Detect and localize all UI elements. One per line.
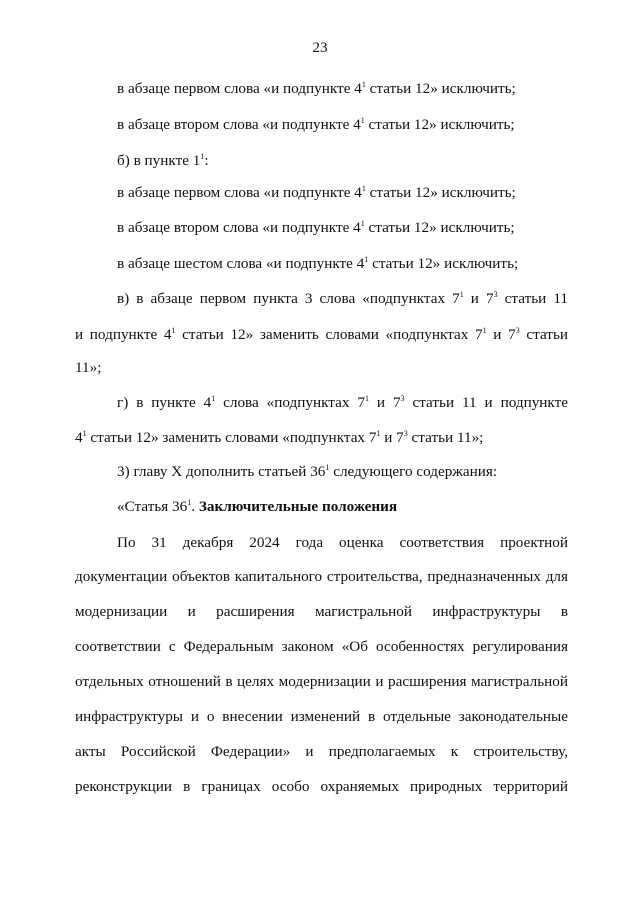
superscript: 1 — [482, 326, 487, 335]
text-run: и подпункте 4 — [75, 326, 172, 343]
text-run: статьи 12» заменить словами «подпунктах 7 — [86, 429, 377, 446]
text-run: «Статья 36 — [117, 498, 188, 515]
text-line — [117, 79, 568, 99]
text-run: По 31 декабря 2024 года оценка соответствия проектной — [117, 534, 568, 551]
text-run: . — [191, 498, 199, 515]
superscript: 1 — [325, 463, 330, 472]
text-line — [75, 428, 568, 448]
text-run: в) в абзаце первом пункта 3 слова «подпунктах 7 — [117, 290, 460, 307]
text-run: модернизации и расширения магистральной инфраструктуры в — [75, 603, 568, 620]
text-line — [117, 115, 568, 135]
text-run: статьи 12» заменить словами «подпунктах 7 — [175, 326, 483, 343]
superscript: 1 — [360, 219, 365, 228]
superscript: 1 — [360, 116, 365, 125]
text-run: следующего содержания: — [329, 463, 498, 480]
text-run: б) в пункте 1 — [117, 152, 201, 169]
text-line — [75, 742, 568, 762]
text-run: статьи 11 — [497, 290, 568, 307]
text-run: в абзаце шестом слова «и подпункте 4 — [117, 255, 365, 272]
text-run: статьи 12» исключить; — [364, 116, 515, 133]
text-line — [75, 602, 568, 622]
text-line — [117, 218, 568, 238]
superscript: 1 — [200, 152, 205, 161]
text-run: соответствии с Федеральным законом «Об особенностях регулирования — [75, 638, 568, 655]
text-run: в абзаце втором слова «и подпункте 4 — [117, 219, 361, 236]
text-line — [117, 151, 568, 171]
superscript: 1 — [459, 290, 464, 299]
superscript: 1 — [376, 429, 381, 438]
text-line — [75, 707, 568, 727]
text-run: и 7 — [463, 290, 494, 307]
article-heading — [117, 497, 568, 517]
text-run: и 7 — [380, 429, 404, 446]
text-run: 3) главу X дополнить статьей 36 — [117, 463, 326, 480]
text-line — [75, 672, 568, 692]
superscript: 1 — [171, 326, 176, 335]
text-run: статьи 12» исключить; — [365, 80, 516, 97]
text-line — [75, 358, 568, 378]
text-line — [117, 393, 568, 413]
text-run: статьи 11»; — [407, 429, 484, 446]
text-run: слова «подпунктах 7 — [215, 394, 365, 411]
text-line — [75, 777, 568, 797]
text-run: 11»; — [75, 359, 102, 376]
text-run: и 7 — [368, 394, 401, 411]
text-run: статьи 11 и подпункте — [404, 394, 568, 411]
text-run: статьи 12» исключить; — [364, 219, 515, 236]
text-line — [117, 183, 568, 203]
page-number: 23 — [312, 40, 328, 56]
text-run: реконструкции в границах особо охраняемых природных территорий — [75, 778, 568, 795]
superscript: 1 — [187, 498, 192, 507]
text-run: статьи — [519, 326, 569, 343]
text-line — [117, 533, 568, 553]
superscript: 1 — [364, 394, 369, 403]
superscript: 1 — [82, 429, 87, 438]
superscript: 1 — [364, 255, 369, 264]
text-run: инфраструктуры и о внесении изменений в отдельные законодательные — [75, 708, 568, 725]
superscript: 1 — [361, 184, 366, 193]
text-run: документации объектов капитального строительства, предназначенных для — [75, 568, 568, 585]
superscript: 1 — [361, 80, 366, 89]
text-line — [117, 254, 568, 274]
text-run: и 7 — [486, 326, 516, 343]
text-run: в абзаце втором слова «и подпункте 4 — [117, 116, 361, 133]
text-run: статьи 12» исключить; — [365, 184, 516, 201]
text-run: : — [204, 152, 209, 169]
text-line — [117, 289, 568, 309]
text-run: отдельных отношений в целях модернизации и расширения магистральной — [75, 673, 568, 690]
superscript: 3 — [515, 326, 520, 335]
text-run: акты Российской Федерации» и предполагаемых к строительству, — [75, 743, 568, 760]
text-run: в абзаце первом слова «и подпункте 4 — [117, 80, 362, 97]
text-run: статьи 12» исключить; — [368, 255, 519, 272]
text-line — [75, 637, 568, 657]
superscript: 3 — [400, 394, 405, 403]
text-run: 4 — [75, 429, 83, 446]
text-line — [117, 462, 568, 482]
superscript: 3 — [493, 290, 498, 299]
text-line — [75, 567, 568, 587]
superscript: 3 — [403, 429, 408, 438]
superscript: 1 — [211, 394, 216, 403]
text-run: в абзаце первом слова «и подпункте 4 — [117, 184, 362, 201]
text-line — [75, 325, 568, 345]
text-run: г) в пункте 4 — [117, 394, 212, 411]
heading-text: Заключительные положения — [198, 498, 398, 515]
